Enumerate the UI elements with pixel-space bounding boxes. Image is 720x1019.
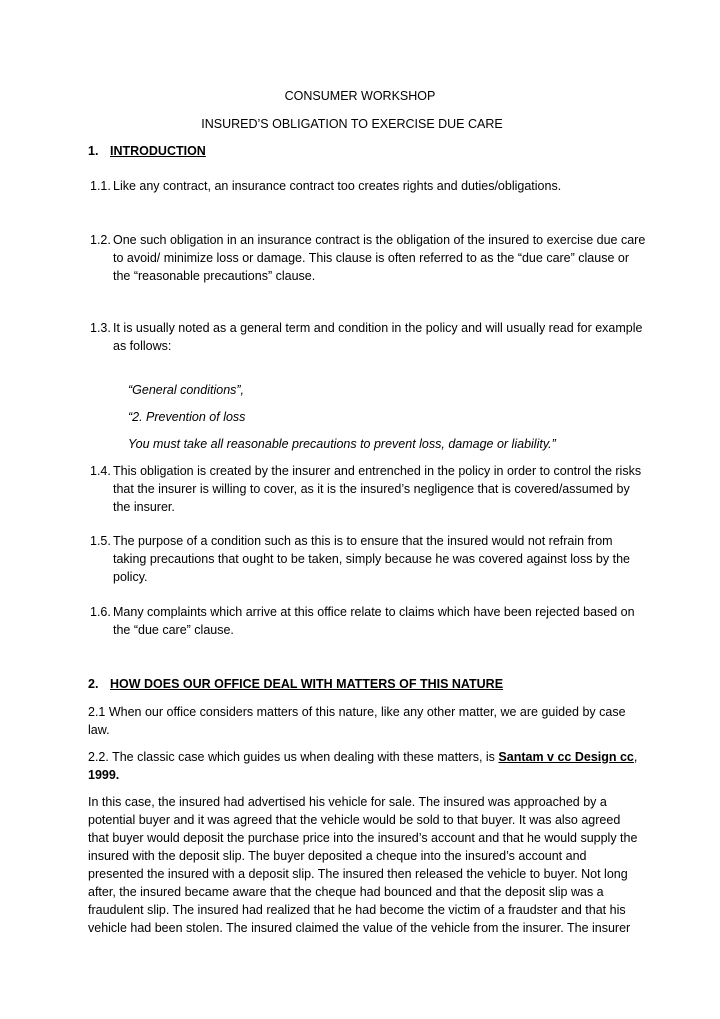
item-text-line: the “due care” clause. [113,623,234,637]
section-1-heading: INTRODUCTION [110,144,206,158]
item-text-line: One such obligation in an insurance contract is the obligation of the insured to exercise due care [113,233,646,247]
paragraph-line: fraudulent slip. The insured had realized that he had become the victim of a fraudster and that his [88,903,626,917]
paragraph-line: law. [88,723,110,737]
item-text-line: This obligation is created by the insurer and entrenched in the policy in order to control the risks [113,464,642,478]
item-text-line: It is usually noted as a general term and condition in the policy and will usually read for example [113,321,643,335]
section-2-heading: HOW DOES OUR OFFICE DEAL WITH MATTERS OF THIS NATURE [110,677,504,691]
section-1-number: 1. [88,144,99,158]
item-number: 1.1. [90,179,111,193]
paragraph-line: that buyer would deposit the purchase price into the insured’s account and that he would supply the [88,831,638,845]
item-text-line: as follows: [113,339,172,353]
item-text-line: that the insurer is willing to cover, as it is the insured’s negligence that is covered/assumed by [113,482,630,496]
quote-line: “2. Prevention of loss [128,410,246,424]
item-number: 1.3. [90,321,111,335]
case-year: 1999. [88,768,120,782]
item-text-line: to avoid/ minimize loss or damage. This clause is often referred to as the “due care” clause or [113,251,629,265]
paragraph-line: vehicle had been stolen. The insured claimed the value of the vehicle from the insurer. The insurer [88,921,631,935]
paragraph-line: In this case, the insured had advertised his vehicle for sale. The insured was approached by a [88,795,607,809]
paragraph-line: potential buyer and it was agreed that the vehicle would be sold to that buyer. It was also agreed [88,813,621,827]
paragraph-line [88,748,637,766]
item-number: 1.2. [90,233,111,247]
paragraph-line: presented the insured with a deposit slip. The insured then released the vehicle to buyer. Not long [88,867,628,881]
item-number: 1.4. [90,464,111,478]
item-text-line: policy. [113,570,148,584]
quote-line: “General conditions”, [128,383,245,397]
item-text-line: the “reasonable precautions” clause. [113,269,316,283]
paragraph-line: 2.1 When our office considers matters of this nature, like any other matter, we are guided by case [88,705,626,719]
item-text-line: taking precautions that ought to be taken, simply because he was covered against loss by the [113,552,630,566]
item-text-line: Many complaints which arrive at this office relate to claims which have been rejected based on [113,605,635,619]
item-number: 1.6. [90,605,111,619]
item-text-line: the insurer. [113,500,175,514]
paragraph-line: insured with the deposit slip. The buyer deposited a cheque into the insured’s account and [88,849,587,863]
item-number: 1.5. [90,534,111,548]
paragraph-line: after, the insured became aware that the cheque had bounced and that the deposit slip was a [88,885,604,899]
item-text-line: The purpose of a condition such as this is to ensure that the insured would not refrain from [113,534,613,548]
paragraph-text: 2.2. The classic case which guides us when dealing with these matters, is [88,750,499,764]
quote-line: You must take all reasonable precautions to prevent loss, damage or liability.” [128,437,556,451]
case-citation: Santam v cc Design cc [498,750,634,764]
section-2-number: 2. [88,677,99,691]
document-title: CONSUMER WORKSHOP [284,89,436,103]
item-text: Like any contract, an insurance contract too creates rights and duties/obligations. [113,179,562,193]
punctuation: , [633,750,638,764]
document-subtitle: INSURED’S OBLIGATION TO EXERCISE DUE CARE [201,117,503,131]
